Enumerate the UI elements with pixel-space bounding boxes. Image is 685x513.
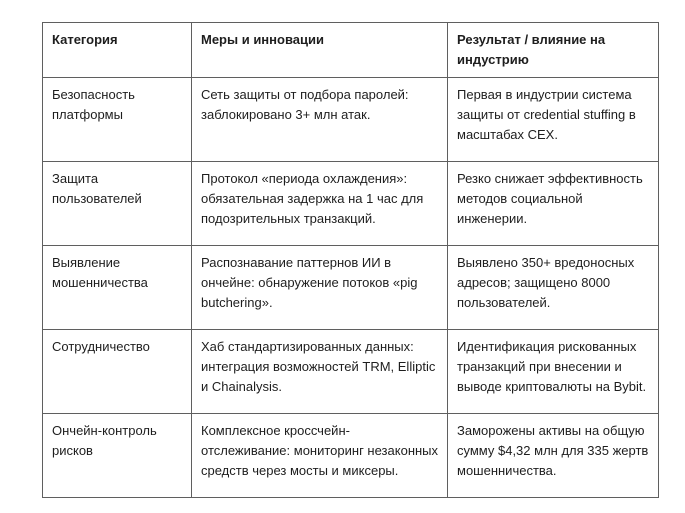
cell-measures: Хаб стандартизированных данных: интеграция возможностей TRM, Elliptic и Chainalysis. <box>192 330 448 414</box>
table-header-row <box>43 23 659 78</box>
cell-category: Безопасность платформы <box>43 78 192 162</box>
table-row-collaboration <box>43 330 659 414</box>
header-cell-result: Результат / влияние на индустрию <box>448 23 659 78</box>
table-row-user-protection <box>43 162 659 246</box>
cell-result: Резко снижает эффективность методов социальной инженерии. <box>448 162 659 246</box>
cell-measures: Сеть защиты от подбора паролей: заблокировано 3+ млн атак. <box>192 78 448 162</box>
cell-result: Заморожены активы на общую сумму $4,32 млн для 335 жертв мошенничества. <box>448 414 659 498</box>
cell-category: Сотрудничество <box>43 330 192 414</box>
cell-result: Первая в индустрии система защиты от credential stuffing в масштабах CEX. <box>448 78 659 162</box>
table-row-platform-security <box>43 78 659 162</box>
cell-measures: Протокол «периода охлаждения»: обязательная задержка на 1 час для подозрительных транзакций. <box>192 162 448 246</box>
cell-result: Выявлено 350+ вредоносных адресов; защищено 8000 пользователей. <box>448 246 659 330</box>
header-cell-measures: Меры и инновации <box>192 23 448 78</box>
security-measures-table <box>42 22 659 498</box>
cell-category: Защита пользователей <box>43 162 192 246</box>
header-cell-category: Категория <box>43 23 192 78</box>
cell-measures: Распознавание паттернов ИИ в ончейне: обнаружение потоков «pig butchering». <box>192 246 448 330</box>
cell-result: Идентификация рискованных транзакций при внесении и выводе криптовалюты на Bybit. <box>448 330 659 414</box>
cell-measures: Комплексное кроссчейн-отслеживание: мониторинг незаконных средств через мосты и миксеры. <box>192 414 448 498</box>
cell-category: Ончейн-контроль рисков <box>43 414 192 498</box>
cell-category: Выявление мошенничества <box>43 246 192 330</box>
table-row-onchain-risk-control <box>43 414 659 498</box>
table-row-fraud-detection <box>43 246 659 330</box>
